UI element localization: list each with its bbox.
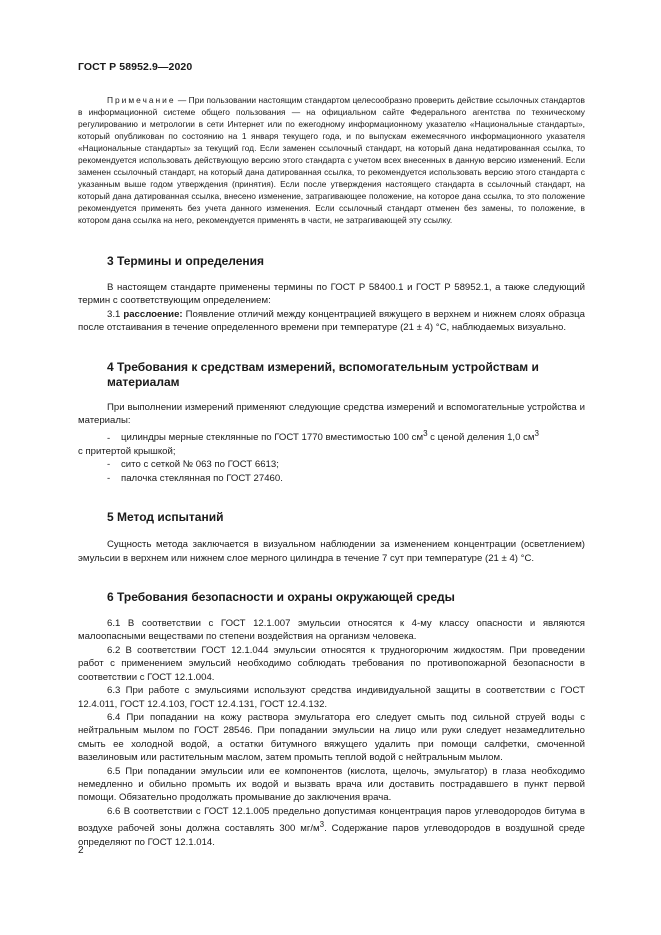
section-3-intro: В настоящем стандарте применены термины по ГОСТ Р 58400.1 и ГОСТ Р 58952.1, а также следующий термин с соответствующим определением: (78, 282, 585, 307)
section-5-heading: 5 Метод испытаний (107, 510, 224, 525)
section-5-text: Сущность метода заключается в визуальном наблюдении за изменением концентрации (осветлением) эмульсии в верхнем или нижнем слое мерного цилиндра в течение 7 сут при температуре (21 ± 4) °С. (78, 539, 585, 564)
section-3-heading: 3 Термины и определения (107, 254, 265, 268)
clause-6-5: 6.5 При попадании эмульсии или ее компонентов (кислота, щелочь, эмульгатор) в глаза необходимо немедленно и обильно промыть их водой и вызвать врача или доставить пострадавшего в пункт первой помощи. Обязательно продолжать промывание до заключения врача. (78, 765, 585, 804)
list-dash: - (107, 432, 111, 444)
list-item: - палочка стеклянная по ГОСТ 27460. (107, 472, 283, 484)
term-number: 3.1 (107, 308, 124, 320)
list-dash: - (107, 459, 111, 471)
term-definition (78, 308, 585, 335)
note-paragraph (78, 94, 585, 226)
clause-6-3: 6.3 При работе с эмульсиями используют средства индивидуальной защиты в соответствии с ГОСТ 12.4.011, ГОСТ 12.4.103, ГОСТ 12.4.131, ГОСТ 12.4.132. (78, 685, 585, 710)
list-item: - сито с сеткой № 063 по ГОСТ 6613; (107, 459, 279, 471)
note-label: Примечание (107, 95, 176, 105)
list-item-continuation: с притертой крышкой; (78, 446, 176, 458)
page-number: 2 (78, 845, 84, 856)
term-text: Появление отличий между концентрацией вяжущего в верхнем и нижнем слоях образца после отстаивания в течение определенного времени при температуре (21 ± 4) °C, наблюдаемых визуально. (78, 308, 585, 334)
clause-6-1: 6.1 В соответствии с ГОСТ 12.1.007 эмульсии относятся к 4-му классу опасности и являются малоопасными веществами по степени воздействия на организм человека. (78, 618, 585, 643)
term-name: расслоение: (123, 308, 183, 320)
list-item: - цилиндры мерные стеклянные по ГОСТ 1770 вместимостью 100 $см^3$ с ценой деления 1,0 $см^3$ (107, 429, 539, 444)
document-header: ГОСТ Р 58952.9—2020 (78, 61, 193, 73)
clause-6-4: 6.4 При попадании на кожу раствора эмульгатора его следует смыть под сильной струей воды с нейтральным мылом по ГОСТ 28546. При попадании эмульсии на лицо или руки следует незамедлительно смыть ее холодной водой, а остатки битумного вяжущего удалить при помощи салфетки, смоченной вазелиновым или растительным маслом, затем промыть теплой водой с нейтральным мылом. (78, 711, 585, 764)
section-4-heading: 4 Требования к средствам измерений, вспомогательным устройствам и материалам (107, 359, 539, 389)
page-content (78, 94, 585, 849)
list-dash: - (107, 472, 111, 484)
clause-6-6: 6.6 В соответствии с ГОСТ 12.1.005 предельно допустимая концентрация паров углеводородов битума в воздухе рабочей зоны должна составлять 300 $мг/м^3$. Содержание паров углеводородов в воздушной среде определяют по ГОСТ 12.1.014. (78, 805, 586, 848)
note-text: — При пользовании настоящим стандартом целесообразно проверить действие ссылочных стандартов в информационной системе общего пользования — на официальном сайте Федерального агентства по техническому регулированию и метрологии в сети Интернет или по ежегодному информационному указателю «Национальные стандарты», который опубликован по состоянию на 1 января текущего года, и по выпускам ежемесячного информационного указателя «Национальные стандарты» за текущий год. Если заменен ссылочный стандарт, на который дана недатированная ссылка, то рекомендуется использовать действующую версию этого стандарта с учетом всех внесенных в данную версию изменений. Если заменен ссылочный стандарт, на который дана датированная ссылка, то рекомендуется использовать версию этого стандарта с указанным выше годом утверждения (принятия). Если после утверждения настоящего стандарта в ссылочный стандарт, на который дана датированная ссылка, внесено изменение, затрагивающее положение, на которое дана ссылка, то это положение рекомендуется применять без учета данного изменения. Если ссылочный стандарт отменен без замены, то положение, в котором дана ссылка на него, рекомендуется применять в части, не затрагивающей эту ссылку. (78, 95, 585, 225)
section-4-intro: При выполнении измерений применяют следующие средства измерений и вспомогательные устройства и материалы: (78, 401, 585, 427)
section-6-heading: 6 Требования безопасности и охраны окружающей среды (107, 590, 455, 605)
clause-6-2: 6.2 В соответствии ГОСТ 12.1.044 эмульсии относятся к трудногорючим жидкостям. При проведении работ с применением эмульсий необходимо соблюдать требования по противопожарной безопасности в соответствии с ГОСТ 12.1.004. (78, 644, 585, 683)
